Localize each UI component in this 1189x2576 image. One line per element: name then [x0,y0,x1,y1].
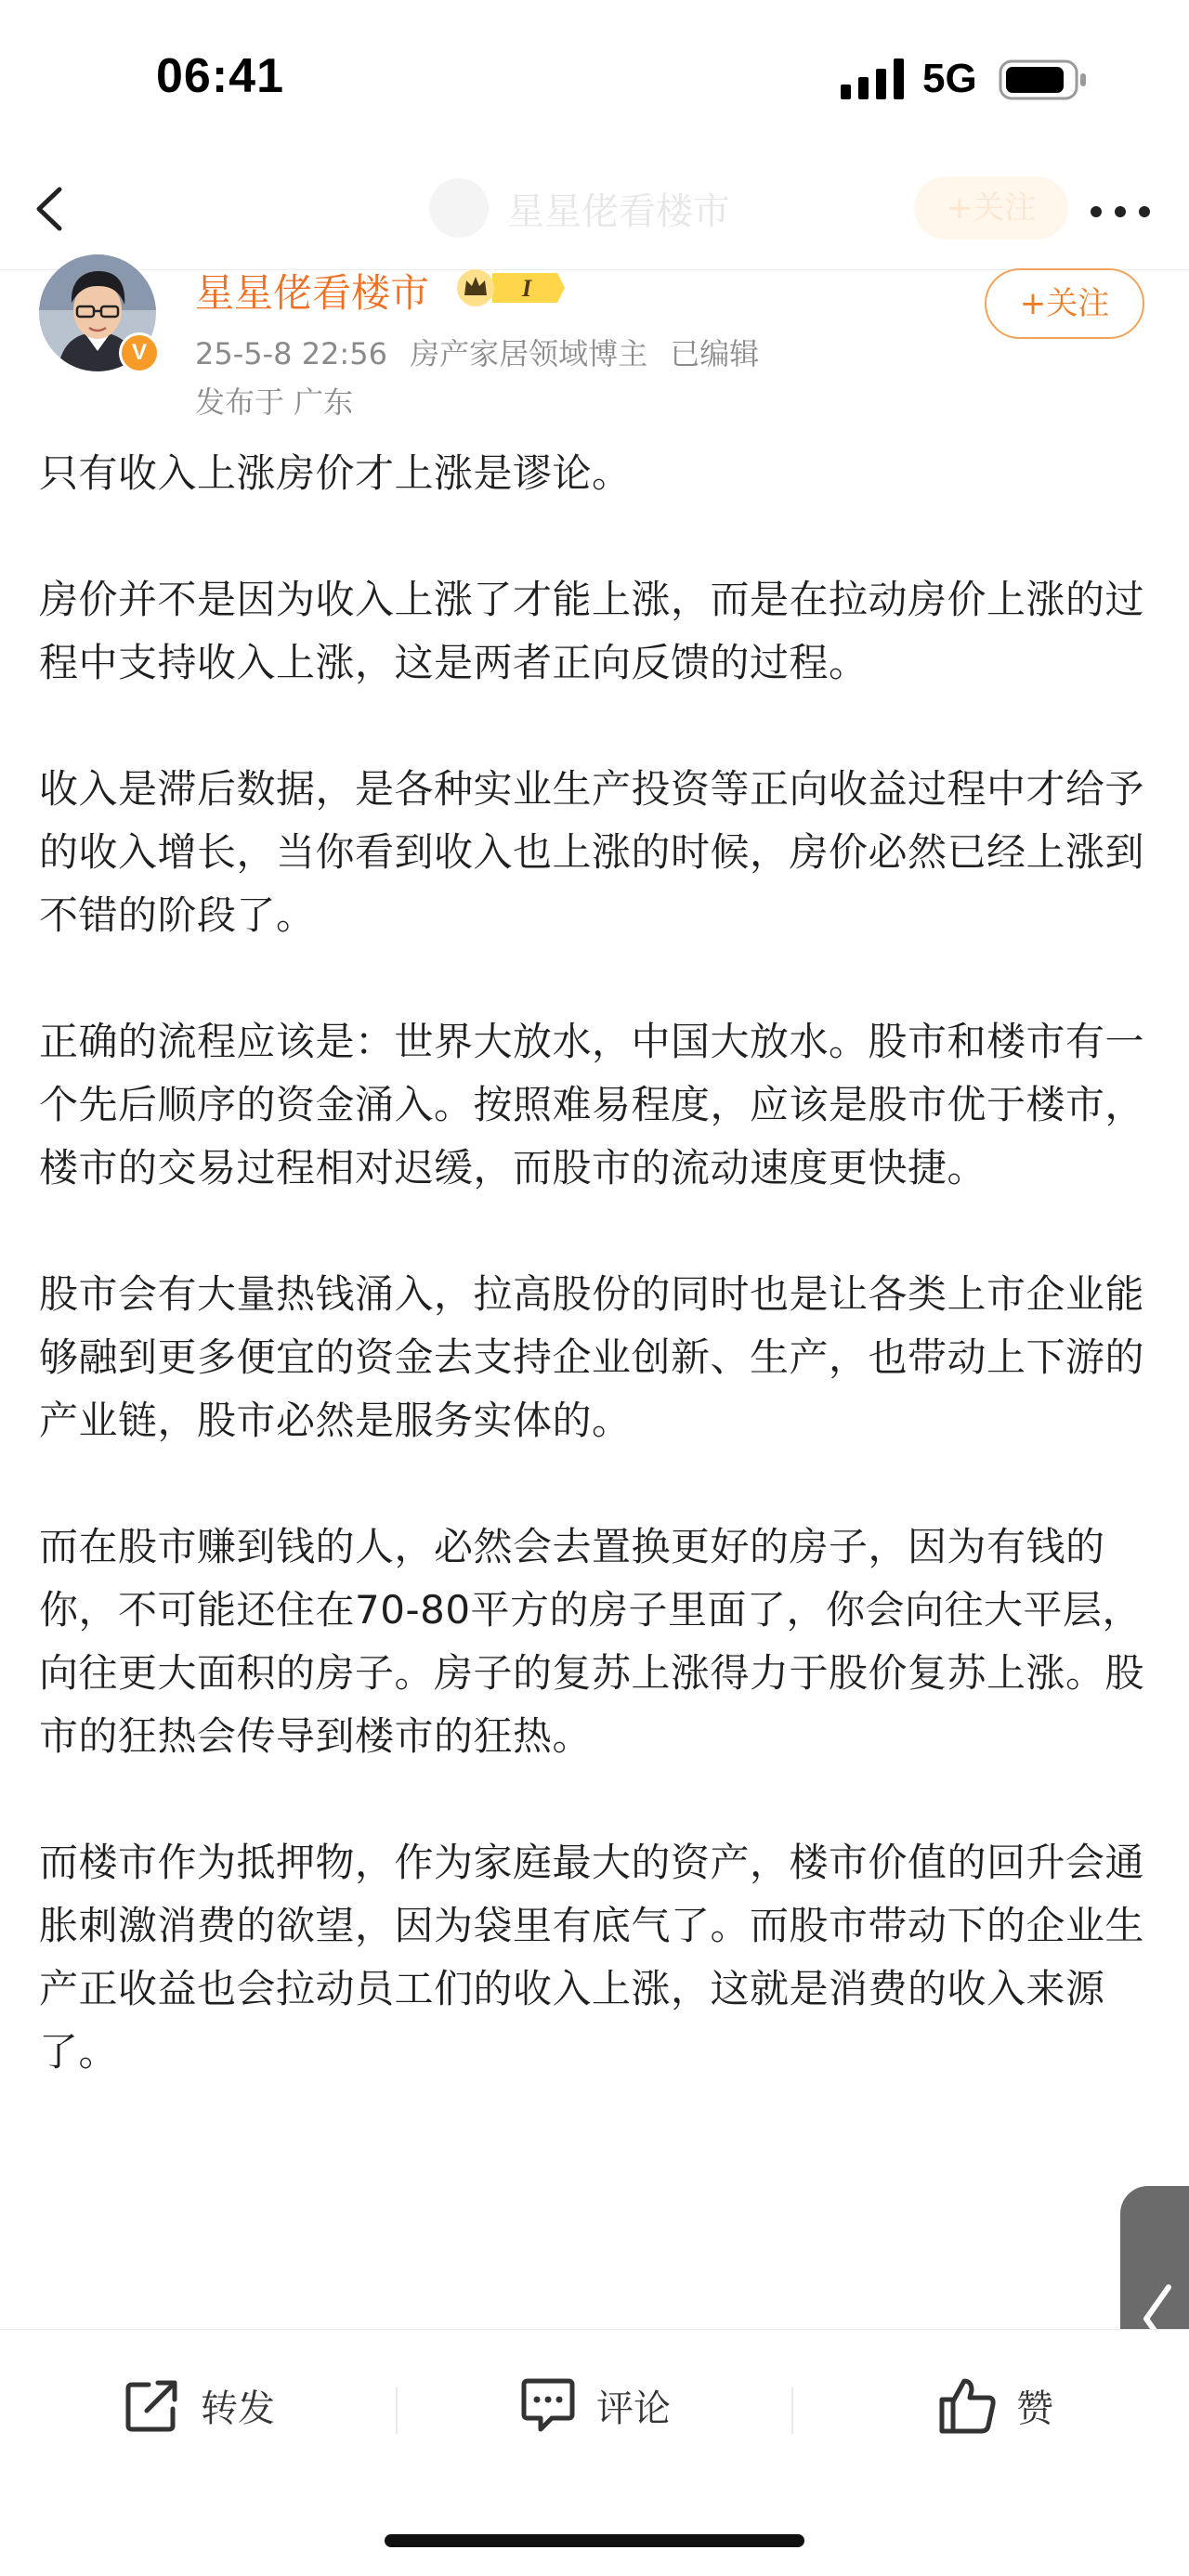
comment-button[interactable] [516,2373,671,2438]
post-paragraph: 而楼市作为抵押物，作为家庭最大的资产，楼市价值的回升会通胀刺激消费的欲望，因为袋里有底气了。而股市带动下的企业生产正收益也会拉动员工们的收入上涨，这就是消费的收入来源了。 [39,1840,1145,2075]
nav-author-avatar-faded [429,178,489,238]
repost-button[interactable] [121,2373,275,2438]
battery-icon [999,59,1088,100]
thumbs-up-icon [936,2374,1000,2437]
post-paragraph: 收入是滞后数据，是各种实业生产投资等正向收益过程中才给予的收入增长，当你看到收入也上涨的时候，房价必然已经上涨到不错的阶段了。 [39,766,1145,938]
action-divider [791,2387,793,2434]
post-paragraph: 房价并不是因为收入上涨了才能上涨，而是在拉动房价上涨的过程中支持收入上涨，这是两者正向反馈的过程。 [39,577,1145,685]
nav-bar [0,158,1189,270]
action-divider [396,2387,398,2434]
edited-label[interactable]: 已编辑 [670,336,760,371]
network-type: 5G [922,56,977,101]
post-location: 发布于 广东 [195,384,354,420]
post-body [39,442,1150,2147]
vip-level: I [522,275,532,302]
signal-icon [841,59,906,99]
post-paragraph: 只有收入上涨房价才上涨是谬论。 [39,450,632,496]
follow-button[interactable]: +关注 [985,268,1144,339]
action-bar [0,2329,1189,2488]
share-icon [121,2374,184,2437]
comment-label: 评论 [596,2387,671,2430]
nav-follow-button-faded: +关注 [914,176,1068,240]
post-paragraph: 股市会有大量热钱涌入，拉高股份的同时也是让各类上市企业能够融到更多便宜的资金去支持企业创新、生产，也带动上下游的产业链，股市必然是服务实体的。 [39,1271,1145,1443]
comment-icon [516,2374,580,2437]
status-bar [0,0,1189,158]
post-paragraph: 正确的流程应该是：世界大放水，中国大放水。股市和楼市有一个先后顺序的资金涌入。按照难易程度，应该是股市优于楼市，楼市的交易过程相对迟缓，而股市的流动速度更快捷。 [39,1019,1145,1190]
more-dots-icon[interactable] [1083,186,1157,238]
home-indicator [385,2534,804,2547]
nav-author-name-faded: 星星佬看楼市 [507,190,730,233]
like-label: 赞 [1016,2387,1053,2430]
verified-badge: V [119,332,160,373]
author-name[interactable]: 星星佬看楼市 [195,270,430,316]
repost-label: 转发 [201,2387,275,2430]
chevron-left-icon[interactable] [19,176,84,241]
status-time: 06:41 [156,49,284,103]
avatar[interactable] [39,254,156,371]
author-tag: 房产家居领域博主 [410,336,648,371]
post-paragraph: 而在股市赚到钱的人，必然会去置换更好的房子，因为有钱的你，不可能还住在70-80平方的房子里面了，你会向往大平层，向往更大面积的房子。房子的复苏上涨得力于股价复苏上涨。股市的狂热会传导到楼市的狂热。 [39,1524,1145,1759]
post-datetime: 25-5-8 22:56 [195,336,387,371]
like-button[interactable] [936,2373,1053,2438]
post-meta [195,331,772,373]
crown-vip-badge-icon [455,267,565,308]
